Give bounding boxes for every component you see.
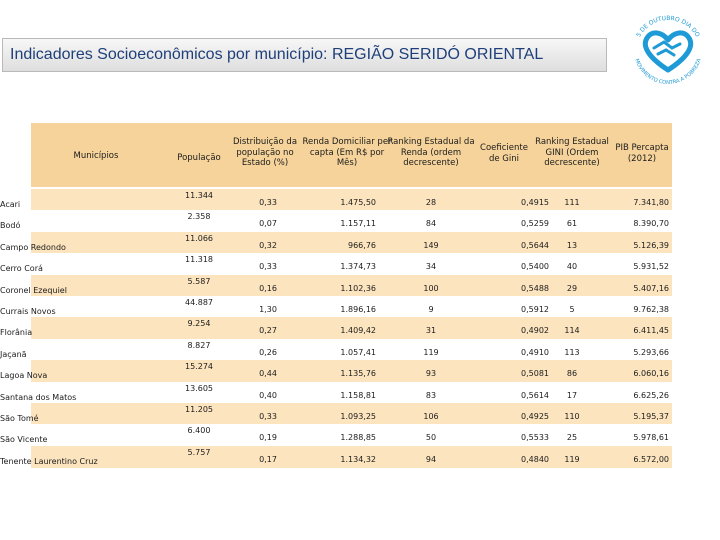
table-cell: 1.135,76 — [340, 369, 376, 379]
table-cell: 119 — [564, 454, 580, 464]
column-header: Ranking Estadual da Renda (ordem decrescente) — [387, 137, 475, 168]
table-cell: 966,76 — [348, 240, 376, 250]
table-cell: 0,4902 — [521, 326, 549, 336]
column-header: População — [177, 153, 221, 163]
table-cell: 1.093,25 — [340, 412, 376, 421]
logo — [620, 2, 716, 98]
table-cell: 1,30 — [259, 305, 277, 314]
table-cell: 1.057,41 — [340, 347, 376, 357]
indicators-table — [0, 123, 672, 469]
municipality-name: Jaçanã — [0, 349, 27, 359]
table-cell: 5.407,16 — [633, 283, 669, 293]
table-cell: 9 — [428, 305, 434, 314]
table-cell: 6.400 — [187, 426, 211, 436]
table-cell: 0,33 — [259, 412, 277, 421]
column-header: PIB Percapta (2012) — [615, 143, 669, 164]
table-cell: 5 — [569, 305, 575, 314]
table-cell: 0,5488 — [521, 283, 549, 293]
table-cell: 6.060,16 — [633, 369, 669, 379]
table-cell: 61 — [566, 219, 578, 229]
municipality-name: São Vicente — [0, 435, 48, 445]
table-cell: 0,17 — [259, 454, 277, 464]
table-cell: 0,5912 — [521, 305, 549, 314]
table-cell: 31 — [425, 326, 437, 336]
table-cell: 0,5644 — [521, 240, 549, 250]
table-cell: 5.195,37 — [633, 412, 669, 421]
table-cell: 1.157,11 — [340, 219, 376, 229]
table-cell: 6.572,00 — [633, 454, 669, 464]
table-cell: 8.827 — [187, 340, 211, 350]
table-cell: 34 — [425, 262, 437, 272]
table-cell: 1.102,36 — [340, 283, 376, 293]
table-cell: 0,07 — [259, 219, 277, 229]
municipality-name: Santana dos Matos — [0, 392, 77, 402]
table-cell: 83 — [425, 390, 437, 400]
table-cell: 111 — [564, 198, 580, 207]
table-cell: 1.896,16 — [340, 305, 376, 314]
table-cell: 1.134,32 — [340, 454, 376, 464]
table-cell: 0,4910 — [521, 347, 549, 357]
column-header: Municípios — [73, 151, 119, 161]
table-cell: 100 — [423, 283, 439, 293]
table-cell: 44.887 — [185, 298, 213, 307]
municipality-name: São Tomé — [0, 414, 39, 423]
table-cell: 114 — [564, 326, 580, 336]
table-cell: 5.126,39 — [633, 240, 669, 250]
table-cell: 2.358 — [187, 212, 211, 222]
column-header: Coeficiente de Gini — [480, 143, 528, 164]
table-cell: 0,33 — [259, 262, 277, 272]
municipality-name: Cerro Corá — [0, 264, 43, 274]
table-cell: 113 — [564, 347, 580, 357]
table-cell: 8.390,70 — [633, 219, 669, 229]
logo-arc-top-text: 5 DE OUTUBRO DIA DO — [635, 14, 701, 39]
table-cell: 0,5533 — [521, 433, 549, 443]
municipality-name: Florânia — [0, 328, 33, 338]
municipality-name: Acari — [0, 200, 21, 209]
table-cell: 13 — [566, 240, 578, 250]
table-cell: 93 — [425, 369, 437, 379]
table-cell: 6.625,26 — [633, 390, 669, 400]
municipality-name: Campo Redondo — [0, 242, 66, 252]
table-cell: 0,4840 — [521, 454, 549, 464]
table-cell: 0,40 — [259, 390, 277, 400]
table-cell: 40 — [566, 262, 578, 272]
table-cell: 106 — [423, 412, 439, 421]
table-cell: 5.587 — [187, 276, 211, 286]
table-cell: 50 — [425, 433, 437, 443]
table-cell: 0,33 — [259, 198, 277, 207]
heart-handshake-icon — [620, 2, 716, 98]
table-cell: 13.605 — [185, 383, 213, 393]
table-cell: 1.475,50 — [340, 198, 376, 207]
table-cell: 0,19 — [259, 433, 277, 443]
table-cell: 0,5400 — [521, 262, 549, 272]
table-cell: 5.757 — [187, 447, 211, 457]
column-header: Renda Domiciliar per capta (Em R$ por Mês) — [302, 137, 392, 168]
table-cell: 1.158,81 — [340, 390, 376, 400]
table-cell: 0,5081 — [521, 369, 549, 379]
table-cell: 0,44 — [259, 369, 277, 379]
table-cell: 149 — [423, 240, 439, 250]
municipality-name: Lagoa Nova — [0, 371, 48, 381]
table-cell: 119 — [423, 347, 439, 357]
table-cell: 110 — [564, 412, 580, 421]
table-cell: 1.374,73 — [340, 262, 376, 272]
table-cell: 86 — [566, 369, 578, 379]
logo-arc-bottom-text: MOVIMENTO CONTRA A POBREZA — [633, 58, 703, 86]
table-cell: 17 — [566, 390, 578, 400]
title-banner — [2, 38, 607, 72]
table-cell: 0,4915 — [521, 198, 549, 207]
table-cell: 29 — [566, 283, 578, 293]
municipality-name: Tenente Laurentino Cruz — [0, 456, 98, 466]
table-cell: 0,16 — [259, 283, 277, 293]
table-cell: 0,5614 — [521, 390, 549, 400]
table-cell: 5.293,66 — [633, 347, 669, 357]
table-cell: 5.931,52 — [633, 262, 669, 272]
table-cell: 94 — [425, 454, 437, 464]
table-cell: 1.409,42 — [340, 326, 376, 336]
table-cell: 28 — [425, 198, 437, 207]
table-cell: 6.411,45 — [633, 326, 669, 336]
table-cell: 9.254 — [187, 319, 211, 329]
table-cell: 15.274 — [185, 362, 213, 372]
table-cell: 9.762,38 — [633, 305, 669, 314]
table-cell: 7.341,80 — [633, 198, 669, 207]
table-cell: 0,32 — [259, 240, 277, 250]
municipality-name: Coronel Ezequiel — [0, 285, 67, 295]
table-cell: 84 — [425, 219, 437, 229]
table-cell: 11.066 — [185, 233, 213, 243]
column-header: Distribuição da população no Estado (%) — [232, 137, 298, 168]
column-header: Ranking Estadual GINI (Ordem decrescente) — [535, 137, 609, 168]
table-cell: 11.318 — [185, 255, 213, 265]
table-cell: 11.344 — [185, 191, 213, 200]
table-cell: 25 — [566, 433, 578, 443]
table-cell: 0,5259 — [521, 219, 549, 229]
table-cell: 11.205 — [185, 405, 213, 414]
table-cell: 0,26 — [259, 347, 277, 357]
table-cell: 1.288,85 — [340, 433, 376, 443]
table-cell: 5.978,61 — [633, 433, 669, 443]
table-cell: 0,4925 — [521, 412, 549, 421]
page-title: Indicadores Socioeconômicos por município: REGIÃO SERIDÓ ORIENTAL — [10, 46, 544, 63]
municipality-name: Currais Novos — [0, 307, 56, 316]
municipality-name: Bodó — [0, 221, 21, 231]
table-cell: 0,27 — [259, 326, 277, 336]
